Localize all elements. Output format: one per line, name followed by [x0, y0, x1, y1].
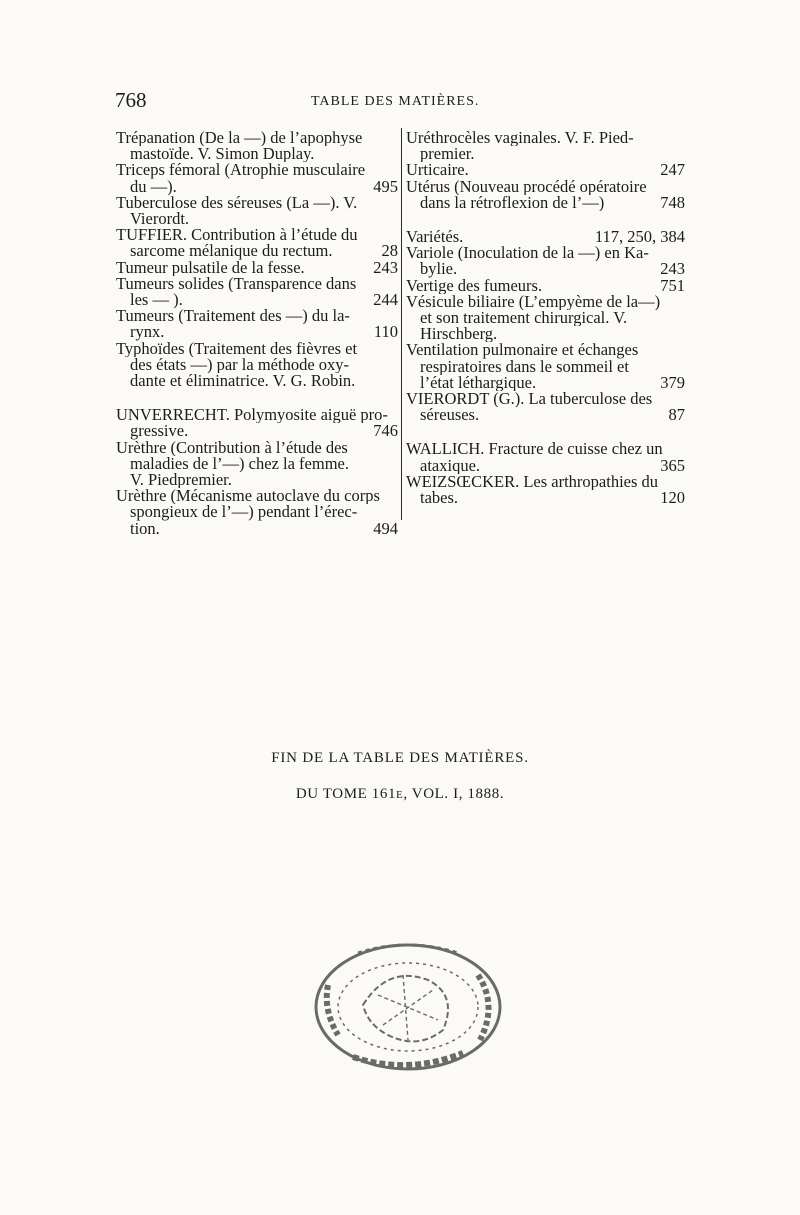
page-reference: 247	[660, 160, 685, 180]
index-entry-text: et son traitement chirurgical. V.	[420, 310, 628, 327]
index-entry-text: sarcome mélanique du rectum.	[130, 243, 333, 260]
index-entry-text: premier.	[420, 146, 475, 163]
index-entry-text: Utérus (Nouveau procédé opératoire	[406, 178, 647, 195]
section-gap	[116, 389, 398, 407]
index-entry-text: Typhoïdes (Traitement des fièvres et	[116, 340, 358, 357]
index-entry-text: Variétés.	[406, 229, 464, 246]
index-entry-text: WEIZSŒCKER. Les arthropathies du	[406, 473, 659, 491]
index-entry-line	[116, 146, 398, 162]
index-entry-line	[116, 423, 398, 439]
index-entry-line	[116, 162, 398, 178]
index-entry-line	[116, 407, 398, 423]
index-entry-line	[406, 192, 685, 212]
index-entry-line	[116, 292, 398, 308]
page-reference: 495	[373, 176, 398, 196]
index-entry	[116, 227, 398, 259]
index-entry-line	[406, 455, 685, 475]
right-column	[406, 130, 685, 506]
index-entry-line	[116, 373, 398, 389]
index-entry	[406, 162, 685, 178]
index-entry-text: l’état léthargique.	[420, 374, 537, 392]
index-entry	[116, 407, 398, 439]
page-reference: 243	[660, 259, 685, 279]
index-entry-line	[116, 227, 398, 243]
page-reference: 365	[660, 455, 685, 475]
index-entry-line	[116, 324, 398, 340]
index-entry-line	[406, 130, 685, 146]
index-entry-text: Vertige des fumeurs.	[406, 277, 543, 294]
page-reference: 494	[373, 518, 398, 538]
index-entry-line	[116, 130, 398, 146]
page-reference: 87	[668, 405, 685, 425]
index-entry	[116, 440, 398, 489]
index-entry-text: Uréthrocèles vaginales. V. F. Pied-	[406, 130, 634, 147]
index-entry-line	[116, 243, 398, 259]
index-entry	[116, 276, 398, 308]
index-entry-text: Urèthre (Mécanisme autoclave du corps	[116, 488, 380, 505]
index-entry	[406, 441, 685, 473]
index-entry-text: V. Piedpremier.	[130, 472, 232, 489]
index-entry-line	[406, 342, 685, 358]
column-divider	[401, 128, 402, 520]
index-entry-text: Tumeurs (Traitement des —) du la-	[116, 308, 350, 325]
index-entry-line	[116, 518, 398, 538]
index-entry-line	[406, 359, 685, 375]
index-entry-text: Vésicule biliaire (L’empyème de la—)	[406, 293, 661, 311]
page-reference: 28	[381, 241, 398, 261]
section-gap	[406, 423, 685, 441]
index-entry-line	[116, 357, 398, 373]
index-entry-line	[116, 440, 398, 456]
page-reference: 120	[660, 488, 685, 508]
index-entry-line	[406, 146, 685, 162]
index-entry-text: Variole (Inoculation de la —) en Ka-	[406, 245, 649, 262]
index-entry-line	[406, 474, 685, 490]
end-of-table-heading: FIN DE LA TABLE DES MATIÈRES.	[271, 750, 529, 766]
index-entry	[406, 474, 685, 506]
index-entry	[406, 275, 685, 295]
index-entry-line	[116, 176, 398, 196]
index-entry-line	[406, 261, 685, 277]
index-entry-text: WALLICH. Fracture de cuisse chez un	[406, 441, 663, 458]
index-entry-line	[116, 195, 398, 211]
index-entry-line	[406, 229, 685, 245]
index-entry-line	[406, 441, 685, 457]
index-entry	[116, 195, 398, 227]
page-reference: 243	[373, 257, 398, 277]
running-head: TABLE DES MATIÈRES.	[311, 94, 480, 109]
index-entry-text: Triceps fémoral (Atrophie musculaire	[116, 162, 366, 179]
index-entry	[406, 391, 685, 423]
index-entry-text: les — ).	[130, 292, 183, 309]
index-entry-text: Urticaire.	[406, 162, 469, 179]
index-entry	[116, 130, 398, 162]
index-entry-line	[116, 472, 398, 488]
index-entry-text: respiratoires dans le sommeil et	[420, 358, 629, 375]
page-reference: 751	[660, 275, 685, 295]
index-entry-line	[406, 294, 685, 310]
index-entry	[116, 488, 398, 537]
index-entry	[406, 179, 685, 211]
index-entry-text: du —).	[130, 178, 177, 195]
index-entry-line	[116, 341, 398, 357]
index-entry-text: tion.	[130, 520, 160, 537]
left-column	[116, 130, 398, 537]
page-reference: 379	[660, 372, 685, 392]
index-entry-text: UNVERRECHT. Polymyosite aiguë pro-	[116, 407, 388, 424]
index-entry-text: Tumeurs solides (Transparence dans	[116, 275, 357, 293]
index-entry-line	[406, 310, 685, 326]
index-entry	[406, 229, 685, 245]
index-entry-text: Ventilation pulmonaire et échanges	[406, 342, 639, 359]
index-entry	[406, 294, 685, 343]
index-entry-line	[406, 179, 685, 195]
index-entry-text: tabes.	[420, 490, 459, 507]
index-entry-line	[116, 488, 398, 504]
index-entry	[406, 245, 685, 277]
index-entry	[116, 162, 398, 194]
index-entry-text: mastoïde. V. Simon Duplay.	[130, 146, 315, 163]
page-reference: 110	[373, 322, 398, 342]
index-entry-text: des états —) par la méthode oxy-	[130, 356, 350, 374]
index-entry	[406, 130, 685, 162]
index-entry-text: ataxique.	[420, 457, 481, 474]
index-entry-text: gressive.	[130, 423, 189, 440]
page-reference: 746	[373, 421, 398, 441]
index-entry-text: dans la rétroflexion de l’—)	[420, 194, 605, 212]
index-entry-text: bylie.	[420, 261, 458, 278]
index-entry	[116, 341, 398, 390]
index-entry-line	[406, 245, 685, 261]
index-entry-text: Tuberculose des séreuses (La —). V.	[116, 194, 358, 212]
index-entry	[116, 308, 398, 340]
page-reference: 748	[660, 192, 685, 212]
index-entry-text: séreuses.	[420, 407, 480, 424]
volume-line: DU TOME 161e, VOL. I, 1888.	[295, 786, 505, 802]
index-entry-text: VIERORDT (G.). La tuberculose des	[406, 391, 653, 408]
index-entry-text: Urèthre (Contribution à l’étude des	[116, 439, 348, 456]
index-entry-line	[406, 407, 685, 423]
index-entry-line	[116, 257, 398, 277]
index-entry-text: TUFFIER. Contribution à l’étude du	[116, 227, 358, 244]
index-entry-line	[406, 275, 685, 295]
page-number: 768	[115, 88, 147, 112]
index-entry-text: Tumeur pulsatile de la fesse.	[116, 259, 305, 276]
library-stamp-icon	[308, 935, 508, 1075]
index-entry-line	[406, 372, 685, 392]
index-entry-line	[406, 162, 685, 178]
index-entry-line	[406, 391, 685, 407]
index-entry-text: rynx.	[130, 324, 165, 341]
index-entry-line	[116, 456, 398, 472]
index-entry-line	[116, 504, 398, 520]
index-entry-text: maladies de l’—) chez la femme.	[130, 455, 349, 473]
page-reference: 117, 250, 384	[594, 227, 685, 247]
index-entry-text: dante et éliminatrice. V. G. Robin.	[130, 373, 356, 390]
index-entry	[406, 342, 685, 391]
index-entry-line	[406, 490, 685, 506]
index-entry-text: Vierordt.	[130, 211, 190, 228]
index-entry-line	[116, 308, 398, 324]
index-entry	[116, 257, 398, 277]
index-entry-line	[406, 326, 685, 342]
index-entry-text: Hirschberg.	[420, 326, 498, 343]
page-reference: 244	[373, 290, 398, 310]
index-entry-text: spongieux de l’—) pendant l’érec-	[130, 504, 358, 521]
index-entry-line	[116, 276, 398, 292]
index-entry-line	[116, 211, 398, 227]
index-entry-text: Trépanation (De la —) de l’apophyse	[116, 130, 363, 147]
